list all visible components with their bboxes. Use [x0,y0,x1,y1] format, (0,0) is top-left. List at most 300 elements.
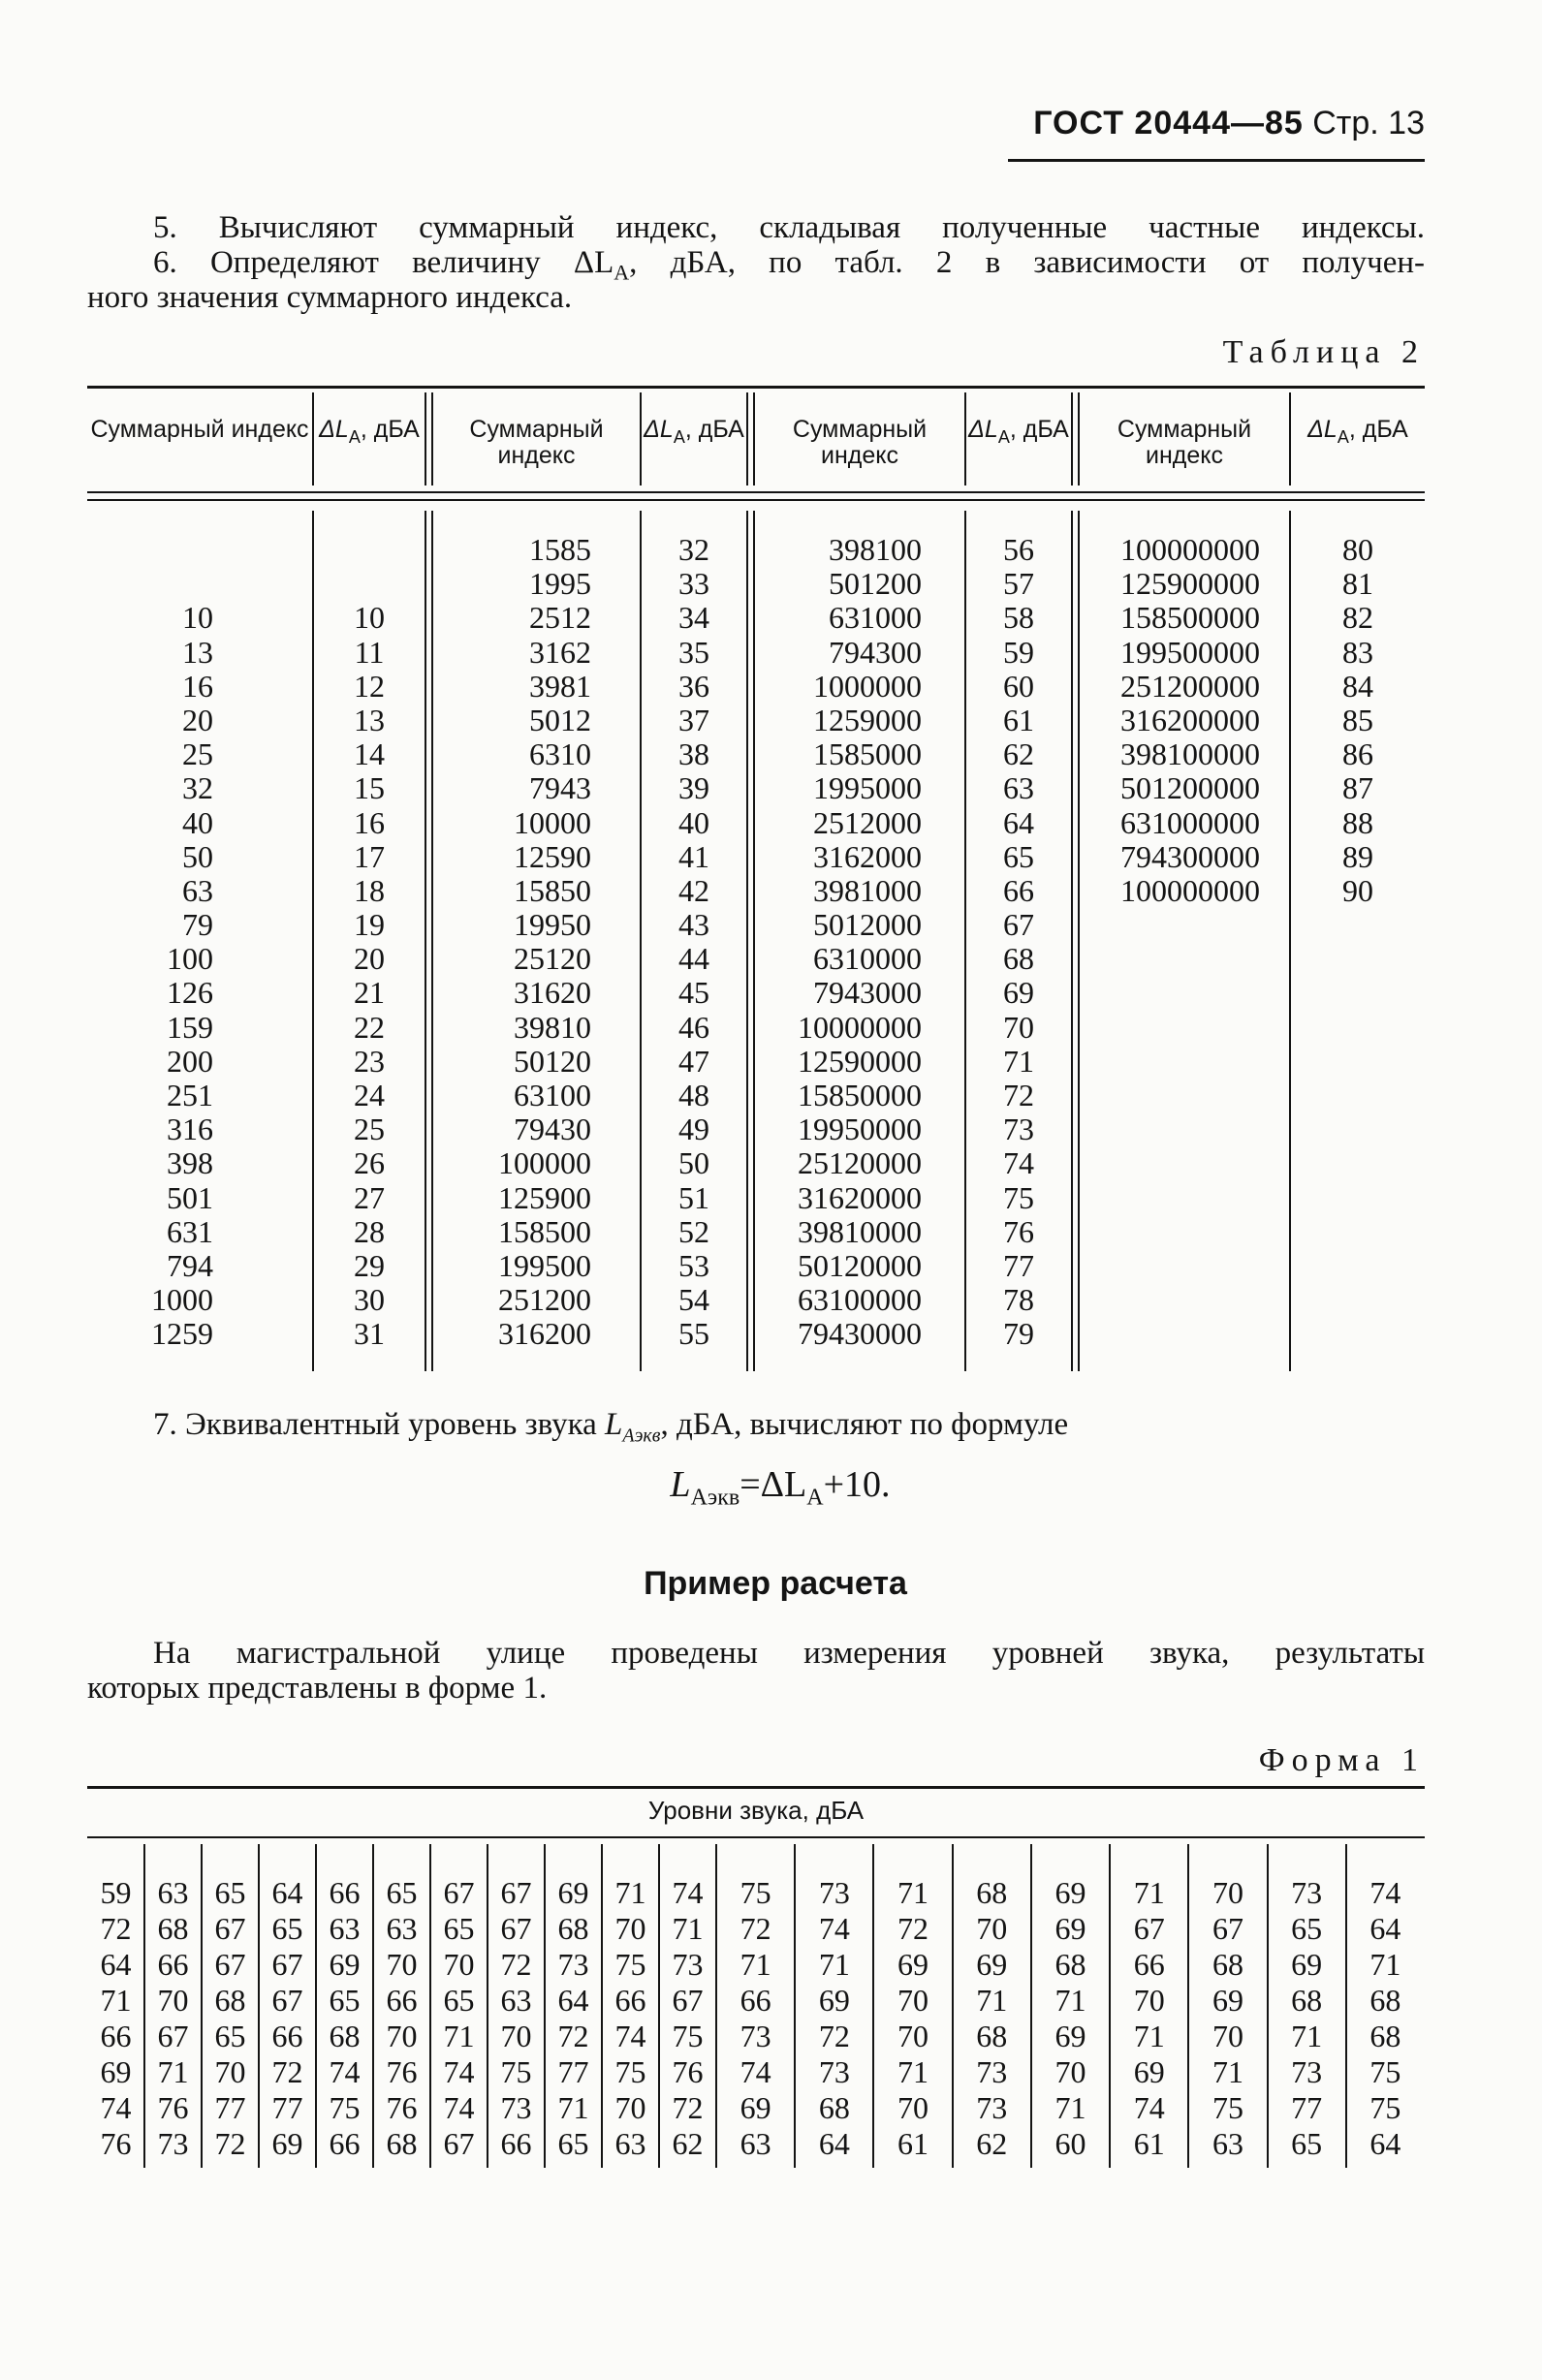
form-cell: 67 [271,1983,303,2018]
table-2-cell: 794300000 [1120,838,1260,874]
header-delta-unit: , дБА [1009,416,1069,443]
form-cell: 64 [818,2126,850,2161]
form-cell: 66 [157,1947,189,1982]
table-2-col-sum-index-3 [755,533,922,1352]
table-2-cell: 39810000 [798,1213,922,1249]
header-delta-unit: , дБА [684,416,744,443]
table-2-cell: 125900 [498,1179,591,1215]
form-cell: 70 [1212,1875,1243,1910]
table-2-cell: 63100 [514,1078,591,1112]
form-cell: 63 [386,1911,418,1946]
table-2-cell: 398 [167,1145,213,1181]
table-2-cell: 69 [1003,975,1034,1011]
form-cell: 67 [672,1983,704,2018]
table-2-cell: 71 [1003,1043,1034,1079]
table-2-cell: 1585 [529,532,591,567]
table-2-cell: 78 [1003,1282,1034,1318]
table-2-col-delta-4 [1291,533,1425,908]
header-delta-symbol: ΔL [968,416,998,443]
table-2-cell: 48 [678,1078,709,1112]
form-cell: 74 [614,2019,646,2053]
table-2-cell: 90 [1342,872,1373,908]
form-cell: 68 [1369,1983,1401,2018]
table-2-cell: 50120000 [798,1247,922,1283]
form-cell: 63 [329,1911,361,1946]
table-2-cell: 14 [354,736,385,772]
form-cell: 68 [976,2019,1008,2053]
form-cell: 66 [271,2019,303,2053]
table-2-cell: 100000000 [1120,532,1260,567]
table-2-cell: 55 [678,1316,709,1352]
table-2-cell: 501200 [829,566,922,602]
form-cell: 69 [329,1947,361,1982]
table-2-cell: 2512 [529,600,591,636]
table-2-cell: 12 [354,668,385,704]
form-cell: 73 [157,2126,189,2161]
form-cell: 73 [672,1947,704,1982]
table-2-cell: 23 [354,1043,385,1079]
form-cell: 66 [740,1983,771,2018]
table-2-cell: 35 [678,634,709,670]
form-row [87,2090,1425,2126]
form-cell: 72 [672,2090,704,2125]
form-cell: 65 [443,1983,475,2018]
form-cell: 62 [672,2126,704,2161]
form-cell: 65 [214,2019,246,2053]
table-2-cell: 631000 [829,600,922,636]
table-2-cell: 12590 [514,838,591,874]
form-cell: 76 [672,2054,704,2089]
form-cell: 67 [214,1947,246,1982]
table-2-cell: 73 [1003,1112,1034,1147]
page-number: Стр. 13 [1312,105,1425,141]
table-2-col-delta-3 [966,533,1071,1352]
header-sum-index: Суммарный индекс [1117,416,1252,469]
form-cell: 70 [897,2019,929,2053]
step-7 [153,1407,1423,1454]
table-2-cell: 16 [182,668,213,704]
form-row [87,2019,1425,2054]
table-2-cell: 53 [678,1247,709,1283]
form-cell: 71 [897,2054,929,2089]
table-2-cell: 3981000 [813,872,922,908]
form-cell: 61 [897,2126,929,2161]
form-cell: 71 [740,1947,771,1982]
form-cell: 63 [500,1983,532,2018]
table-2-cell: 10 [354,600,385,636]
table-2-cell: 16 [354,804,385,840]
form-cell: 70 [976,1911,1008,1946]
col-divider [1071,392,1073,485]
table-2-cell: 6310000 [813,941,922,977]
table-2-cell: 15850000 [798,1078,922,1112]
table-2-cell: 1995000 [813,770,922,806]
form-cell: 65 [329,1983,361,2018]
form-cell: 71 [443,2019,475,2053]
table-2-cell: 76 [1003,1213,1034,1249]
table-2-cell: 40 [182,804,213,840]
header-delta-unit: , дБА [1348,416,1408,443]
step-6-text-rest: , дБА, по табл. 2 в зависимости от получен- [629,245,1425,280]
table-2-cell: 10000000 [798,1009,922,1045]
table-2-cell: 36 [678,668,709,704]
form-cell: 69 [100,2054,132,2089]
form-cell: 68 [818,2090,850,2125]
form-cell: 71 [1054,2090,1086,2125]
table-2-cell: 25120000 [798,1145,922,1181]
table-2-cell: 17 [354,838,385,874]
form-cell: 70 [386,1947,418,1982]
form-cell: 72 [557,2019,589,2053]
form-cell: 74 [672,1875,704,1910]
form-cell: 69 [271,2126,303,2161]
formula-lhs: L [670,1464,691,1505]
table-2-cell: 84 [1342,668,1373,704]
table-2-cell: 49 [678,1112,709,1147]
form-cell: 65 [557,2126,589,2161]
form-cell: 64 [1369,2126,1401,2161]
table-2-cell: 3162 [529,634,591,670]
table-2-cell: 54 [678,1282,709,1318]
form-cell: 69 [557,1875,589,1910]
form-cell: 75 [1369,2054,1401,2089]
step-7-text: 7. Эквивалентный уровень звука [153,1407,605,1442]
form-cell: 60 [1054,2126,1086,2161]
form-cell: 72 [214,2126,246,2161]
form-cell: 74 [329,2054,361,2089]
table-2-cell: 64 [1003,804,1034,840]
table-2-cell: 68 [1003,941,1034,977]
form-cell: 63 [157,1875,189,1910]
form-cell: 71 [100,1983,132,2018]
table-2-header-rule-2 [87,499,1425,501]
form-cell: 74 [443,2090,475,2125]
table-2-cell: 20 [354,941,385,977]
header-delta [314,417,425,451]
table-2-cell: 125900000 [1120,566,1260,602]
form-cell: 59 [100,1875,132,1910]
table-2-cell: 501 [167,1179,213,1215]
table-2-cell: 19950 [514,907,591,943]
header-sum-index: Суммарный индекс [792,416,928,469]
header-delta [642,417,746,451]
formula-eq: =ΔL [740,1464,807,1505]
header-delta [1291,417,1425,451]
table-2-cell: 43 [678,907,709,943]
table-2-col-sum-index-2 [433,533,591,1352]
table-2-cell: 86 [1342,736,1373,772]
form-cell: 70 [1133,1983,1165,2018]
table-2-cell: 79430 [514,1112,591,1147]
table-2-cell: 50120 [514,1043,591,1079]
form-row [87,2054,1425,2090]
form-cell: 61 [1133,2126,1165,2161]
header-delta-symbol: ΔL [1307,416,1337,443]
form-cell: 70 [386,2019,418,2053]
table-2-cell: 21 [354,975,385,1011]
form-cell: 67 [443,1875,475,1910]
table-2-cell: 1000000 [813,668,922,704]
form-cell: 66 [329,1875,361,1910]
form-cell: 74 [740,2054,771,2089]
form-cell: 68 [976,1875,1008,1910]
header-delta-sub: A [997,427,1010,447]
form-cell: 66 [1133,1947,1165,1982]
table-2-cell: 7943000 [813,975,922,1011]
form-cell: 68 [1054,1947,1086,1982]
step-7-text-rest: , дБА, вычисляют по формуле [660,1407,1069,1442]
form-cell: 70 [1212,2019,1243,2053]
form-cell: 74 [443,2054,475,2089]
form-cell: 71 [672,1911,704,1946]
form-cell: 72 [897,1911,929,1946]
header-sum-index: Суммарный индекс [469,416,604,469]
formula-lhs-sub: Aэкв [690,1485,740,1511]
table-2-cell: 38 [678,736,709,772]
form-cell: 77 [271,2090,303,2125]
table-2-cell: 794300 [829,634,922,670]
form-cell: 64 [557,1983,589,2018]
table-2-cell: 58 [1003,600,1034,636]
table-2-cell: 88 [1342,804,1373,840]
table-2-cell [314,567,425,601]
table-2-col-sum-index-1 [116,533,213,1352]
form-cell: 75 [1369,2090,1401,2125]
col-divider [1071,511,1073,1371]
table-2-cell: 12590000 [798,1043,922,1079]
form-cell: 77 [214,2090,246,2125]
header-delta-symbol: ΔL [319,416,349,443]
form-cell: 65 [214,1875,246,1910]
form-cell: 67 [157,2019,189,2053]
form-cell: 69 [1291,1947,1323,1982]
table-2-cell: 60 [1003,668,1034,704]
table-2-cell: 41 [678,838,709,874]
table-2-cell: 13 [354,702,385,737]
table-2-cell: 67 [1003,907,1034,943]
form-cell: 75 [500,2054,532,2089]
table-2-cell: 33 [678,566,709,602]
form-cell: 68 [214,1983,246,2018]
form-cell: 63 [740,2126,771,2161]
table-2-cell: 27 [354,1179,385,1215]
form-cell: 66 [386,1983,418,2018]
table-2-cell: 19 [354,907,385,943]
form-row [87,2126,1425,2162]
form-cell: 69 [976,1947,1008,1982]
form-cell: 75 [672,2019,704,2053]
table-2-cell: 81 [1342,566,1373,602]
form-cell: 65 [443,1911,475,1946]
form-cell: 73 [1291,2054,1323,2089]
header-sum-index: Суммарный индекс [90,416,309,443]
table-2-cell: 87 [1342,770,1373,806]
step-6-text: 6. Определяют величину ΔL [153,245,614,280]
table-2-cell: 63 [1003,770,1034,806]
form-cell: 67 [500,1875,532,1910]
table-2-cell: 77 [1003,1247,1034,1283]
table-2-cell: 46 [678,1009,709,1045]
table-2-cell: 1995 [529,566,591,602]
form-cell: 67 [1133,1911,1165,1946]
form-cell: 71 [1212,2054,1243,2089]
table-2-cell: 10 [182,600,213,636]
page-header [1008,105,1425,162]
form-cell: 75 [1212,2090,1243,2125]
table-2-cell: 251 [167,1078,213,1112]
table-2-cell: 3162000 [813,838,922,874]
table-2-cell: 1000 [151,1282,213,1318]
header-delta-sub: A [348,427,361,447]
table-2-cell: 22 [354,1009,385,1045]
table-2-cell: 251200 [498,1282,591,1318]
table-2-cell: 794 [167,1247,213,1283]
form-1-header-rule [87,1836,1425,1838]
table-2-cell: 1259000 [813,702,922,737]
form-cell: 77 [1291,2090,1323,2125]
table-2-cell: 3981 [529,668,591,704]
table-2-cell: 72 [1003,1078,1034,1112]
form-cell: 71 [1291,2019,1323,2053]
table-2-cell: 40 [678,804,709,840]
form-cell: 71 [897,1875,929,1910]
table-2-cell: 100000000 [1120,872,1260,908]
table-2-cell: 79 [182,907,213,943]
form-cell: 67 [443,2126,475,2161]
form-cell: 75 [614,1947,646,1982]
form-cell: 76 [157,2090,189,2125]
header-delta-sub: A [673,427,685,447]
formula-rhs-sub: A [806,1485,824,1511]
table-2-cell: 126 [167,975,213,1011]
table-2-cell: 199500 [498,1247,591,1283]
table-2-cell: 159 [167,1009,213,1045]
form-cell: 64 [1369,1911,1401,1946]
table-2-cell: 7943 [529,770,591,806]
col-divider [746,392,748,485]
form-cell: 63 [1212,2126,1243,2161]
table-2-cell: 62 [1003,736,1034,772]
table-2-cell: 15 [354,770,385,806]
table-2-cell: 50 [182,838,213,874]
form-cell: 68 [157,1911,189,1946]
form-cell: 71 [976,1983,1008,2018]
form-cell: 71 [557,2090,589,2125]
header-delta [966,417,1071,451]
form-cell: 67 [271,1947,303,1982]
table-2-cell: 31620000 [798,1179,922,1215]
table-2-cell: 59 [1003,634,1034,670]
table-2-cell: 83 [1342,634,1373,670]
header-delta-sub: A [1337,427,1349,447]
col-divider [425,392,426,485]
form-cell: 76 [100,2126,132,2161]
form-cell: 70 [1054,2054,1086,2089]
form-1-header: Уровни звука, дБА [647,1796,865,1825]
table-2-cell: 19950000 [798,1112,922,1147]
form-cell: 73 [976,2090,1008,2125]
table-2-cell: 631 [167,1213,213,1249]
table-2-cell: 52 [678,1213,709,1249]
table-2-cell [116,567,213,601]
table-2-cell: 42 [678,872,709,908]
form-cell: 65 [271,1911,303,1946]
table-2-top-rule [87,386,1425,389]
form-cell: 64 [271,1875,303,1910]
formula-rhs: +10. [823,1464,891,1505]
form-cell: 62 [976,2126,1008,2161]
table-2-cell: 25120 [514,941,591,977]
table-2-cell: 31620 [514,975,591,1011]
table-2-col-sum-index-4 [1080,533,1260,908]
table-2-cell: 15850 [514,872,591,908]
form-cell: 69 [1054,2019,1086,2053]
form-cell: 65 [1291,2126,1323,2161]
table-2-cell: 47 [678,1043,709,1079]
table-2-cell: 45 [678,975,709,1011]
table-2-cell: 5012000 [813,907,922,943]
form-cell: 68 [386,2126,418,2161]
table-2-cell: 75 [1003,1179,1034,1215]
form-cell: 71 [157,2054,189,2089]
table-2-cell: 6310 [529,736,591,772]
table-2-cell: 39810 [514,1009,591,1045]
step-5: 5. Вычисляют суммарный индекс, складывая полученные частные индексы. [153,210,1425,245]
step-7-sub: Aэкв [622,1425,661,1447]
form-cell: 70 [614,2090,646,2125]
table-2-cell: 79430000 [798,1316,922,1352]
form-cell: 66 [500,2126,532,2161]
example-text-line-2: которых представлены в форме 1. [87,1671,548,1706]
form-cell: 65 [386,1875,418,1910]
col-divider [425,511,426,1371]
table-2-cell: 10000 [514,804,591,840]
table-2-cell: 61 [1003,702,1034,737]
form-cell: 69 [1133,2054,1165,2089]
table-2-cell: 100 [167,941,213,977]
form-cell: 77 [557,2054,589,2089]
table-2-cell: 1585000 [813,736,922,772]
form-cell: 66 [100,2019,132,2053]
table-2-cell: 199500000 [1120,634,1260,670]
table-2-cell: 1259 [151,1316,213,1352]
form-cell: 68 [1212,1947,1243,1982]
form-row [87,1875,1425,1911]
table-2-cell: 316200 [498,1316,591,1352]
table-2-cell: 398100 [829,532,922,567]
form-cell: 66 [329,2126,361,2161]
form-cell: 70 [897,1983,929,2018]
form-cell: 70 [214,2054,246,2089]
table-2-col-delta-2 [642,533,746,1352]
form-cell: 73 [500,2090,532,2125]
header-delta-unit: , дБА [360,416,420,443]
table-2-cell [314,533,425,567]
form-row [87,1911,1425,1947]
form-cell: 70 [897,2090,929,2125]
col-divider [746,511,748,1371]
table-2-cell: 501200000 [1120,770,1260,806]
table-2-cell: 39 [678,770,709,806]
table-2-cell: 316 [167,1112,213,1147]
table-2-cell: 2512000 [813,804,922,840]
table-2-cell: 11 [354,634,385,670]
form-1-label: Форма 1 [1258,1742,1425,1778]
form-cell: 72 [271,2054,303,2089]
table-2-cell: 32 [678,532,709,567]
table-2-cell: 29 [354,1247,385,1283]
form-cell: 72 [100,1911,132,1946]
